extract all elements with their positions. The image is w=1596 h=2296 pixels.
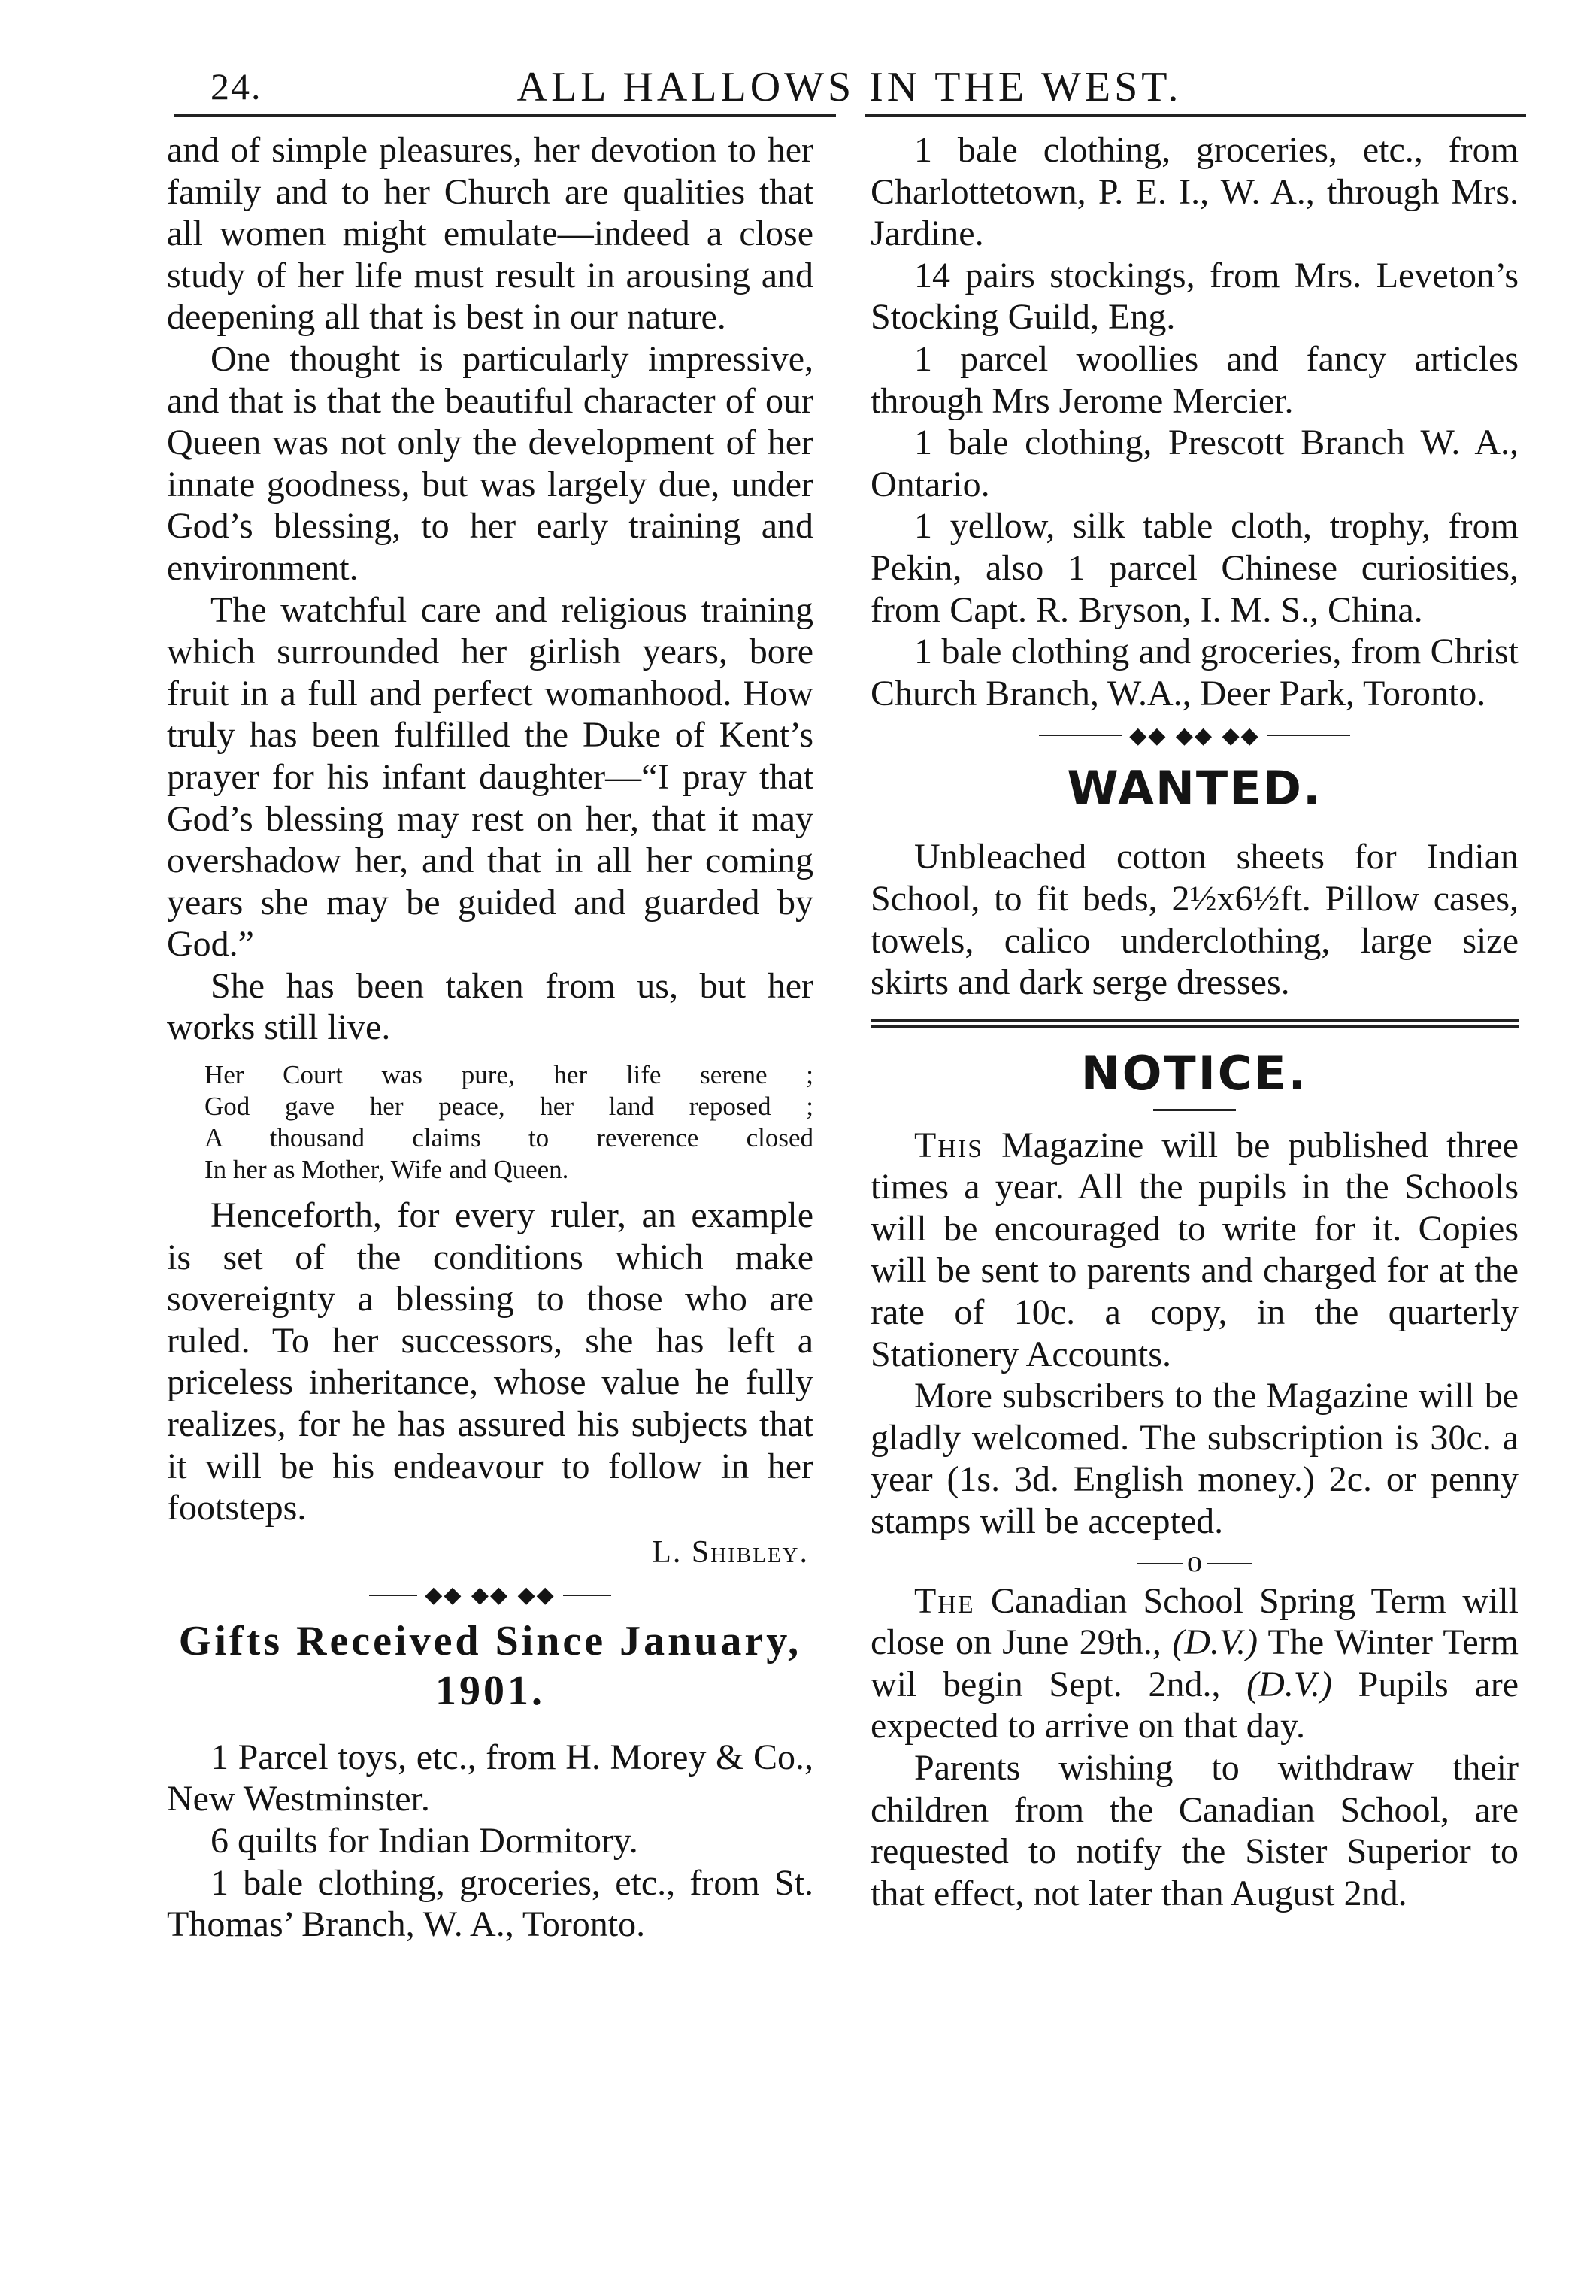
gift-item: 1 bale clothing, groceries, etc., from St. Thomas’ Branch, W. A., Toronto. bbox=[167, 1862, 813, 1945]
closing-paragraph: Henceforth, for every ruler, an example is set of the conditions which make sovereignty a blessing to those who are ruled. To her successors, she has left a priceless inheritance, whose value he fully realizes, for he has assured his subjects that it will be his endeavour to follow in her footsteps. bbox=[167, 1195, 813, 1528]
running-title: ALL HALLOWS IN THE WEST. bbox=[516, 64, 1183, 111]
article-paragraph: She has been taken from us, but her works still live. bbox=[167, 965, 813, 1048]
page-number: 24. bbox=[210, 65, 262, 108]
notice-text: The Winter Term wil begin Sept. 2nd., bbox=[871, 1622, 1519, 1704]
notice-paragraph: More subscribers to the Magazine will be gladly welcomed. The subscription is 30c. a year (1s. 3d. English money.) 2c. or penny stamps will be accepted. bbox=[871, 1376, 1519, 1542]
wanted-text: Unbleached cotton sheets for Indian School, to fit beds, 2½x6½ft. Pillow cases, towels, calico underclothing, large size skirts and dark serge dresses. bbox=[871, 837, 1519, 1003]
gift-item: 1 yellow, silk table cloth, trophy, from Pekin, also 1 parcel Chinese curiosities, from Capt. R. Bryson, I. M. S., China. bbox=[871, 506, 1519, 630]
gift-item: 6 quilts for Indian Dormitory. bbox=[210, 1821, 638, 1861]
poem-line: Her Court was pure, her life serene ; bbox=[204, 1060, 813, 1090]
poem-line: In her as Mother, Wife and Queen. bbox=[204, 1155, 569, 1185]
lead-word: The bbox=[914, 1580, 975, 1621]
header-rule-left bbox=[174, 114, 836, 117]
gift-item: 1 parcel woollies and fancy articles through Mrs Jerome Mercier. bbox=[871, 338, 1519, 421]
notice-text: Canadian School Spring Term will close on June 29th., bbox=[871, 1580, 1519, 1663]
lead-word: This bbox=[914, 1125, 984, 1165]
header-rule-right bbox=[865, 114, 1526, 117]
article-paragraph: and of simple pleasures, her devotion to her family and to her Church are qualities that all women might emulate—indeed a close study of her life must result in arousing and deepening all that is best in our nature. bbox=[167, 130, 813, 338]
double-rule bbox=[871, 1019, 1519, 1028]
poem-line: A thousand claims to reverence closed bbox=[204, 1123, 813, 1153]
small-separator bbox=[871, 1543, 1519, 1580]
ornament-icon: ◆◆ ◆◆ ◆◆ bbox=[1129, 722, 1260, 749]
dv-note: (D.V.) bbox=[1246, 1664, 1332, 1704]
notice-text: Pupils are expected to arrive on that day. bbox=[871, 1664, 1519, 1746]
notice-paragraph bbox=[871, 1125, 1519, 1376]
gifts-heading: Gifts Received Since January, 1901. bbox=[178, 1617, 802, 1714]
article-paragraph: The watchful care and religious training which surrounded her girlish years, bore fruit in a full and perfect womanhood. How truly has been fulfilled the Duke of Kent’s prayer for his infant daughter—“I pray that God’s blessing may rest on her, that it may overshadow her, and that in all her coming years she may be guided and guarded by God.” bbox=[167, 589, 813, 965]
left-column bbox=[167, 129, 813, 1946]
right-column bbox=[871, 129, 1519, 1914]
gift-item: 1 bale clothing, groceries, etc., from Charlottetown, P. E. I., W. A., through Mrs. Jardine. bbox=[871, 130, 1519, 254]
gift-item: 1 Parcel toys, etc., from H. Morey & Co., New Westminster. bbox=[167, 1737, 813, 1819]
dv-note: (D.V.) bbox=[1172, 1622, 1258, 1663]
article-paragraph: One thought is particularly impressive, and that is that the beautiful character of our Queen was not only the development of her innate goodness, but was largely due, under God’s blessing, to her early training and environment. bbox=[167, 338, 813, 588]
wanted-heading: WANTED. bbox=[1067, 761, 1322, 816]
separator-mark: o bbox=[1187, 1543, 1202, 1578]
notice-paragraph: Parents wishing to withdraw their children from the Canadian School, are requested to notify the Sister Superior to that effect, not later than August 2nd. bbox=[871, 1748, 1519, 1913]
notice-paragraph bbox=[871, 1580, 1519, 1747]
ornament-divider bbox=[167, 1574, 813, 1616]
notice-text: Magazine will be published three times a year. All the pupils in the Schools will be encouraged to write for it. Copies will be sent to parents and charged for at the rate of 10c. a copy, in the quarterly Stationery Accounts. bbox=[871, 1125, 1519, 1374]
gift-item: 14 pairs stockings, from Mrs. Leveton’s Stocking Guild, Eng. bbox=[871, 255, 1519, 338]
gift-item: 1 bale clothing and groceries, from Christ Church Branch, W.A., Deer Park, Toronto. bbox=[871, 632, 1519, 713]
ornament-divider bbox=[871, 714, 1519, 756]
notice-heading: NOTICE. bbox=[1080, 1045, 1309, 1101]
poem-line: God gave her peace, her land reposed ; bbox=[204, 1092, 813, 1122]
author-signature: L. Shibley. bbox=[652, 1534, 809, 1570]
ornament-icon: ◆◆ ◆◆ ◆◆ bbox=[425, 1582, 556, 1609]
gift-item: 1 bale clothing, Prescott Branch W. A., Ontario. bbox=[871, 423, 1519, 504]
poem-quote bbox=[204, 1059, 813, 1186]
short-rule bbox=[1153, 1109, 1236, 1111]
